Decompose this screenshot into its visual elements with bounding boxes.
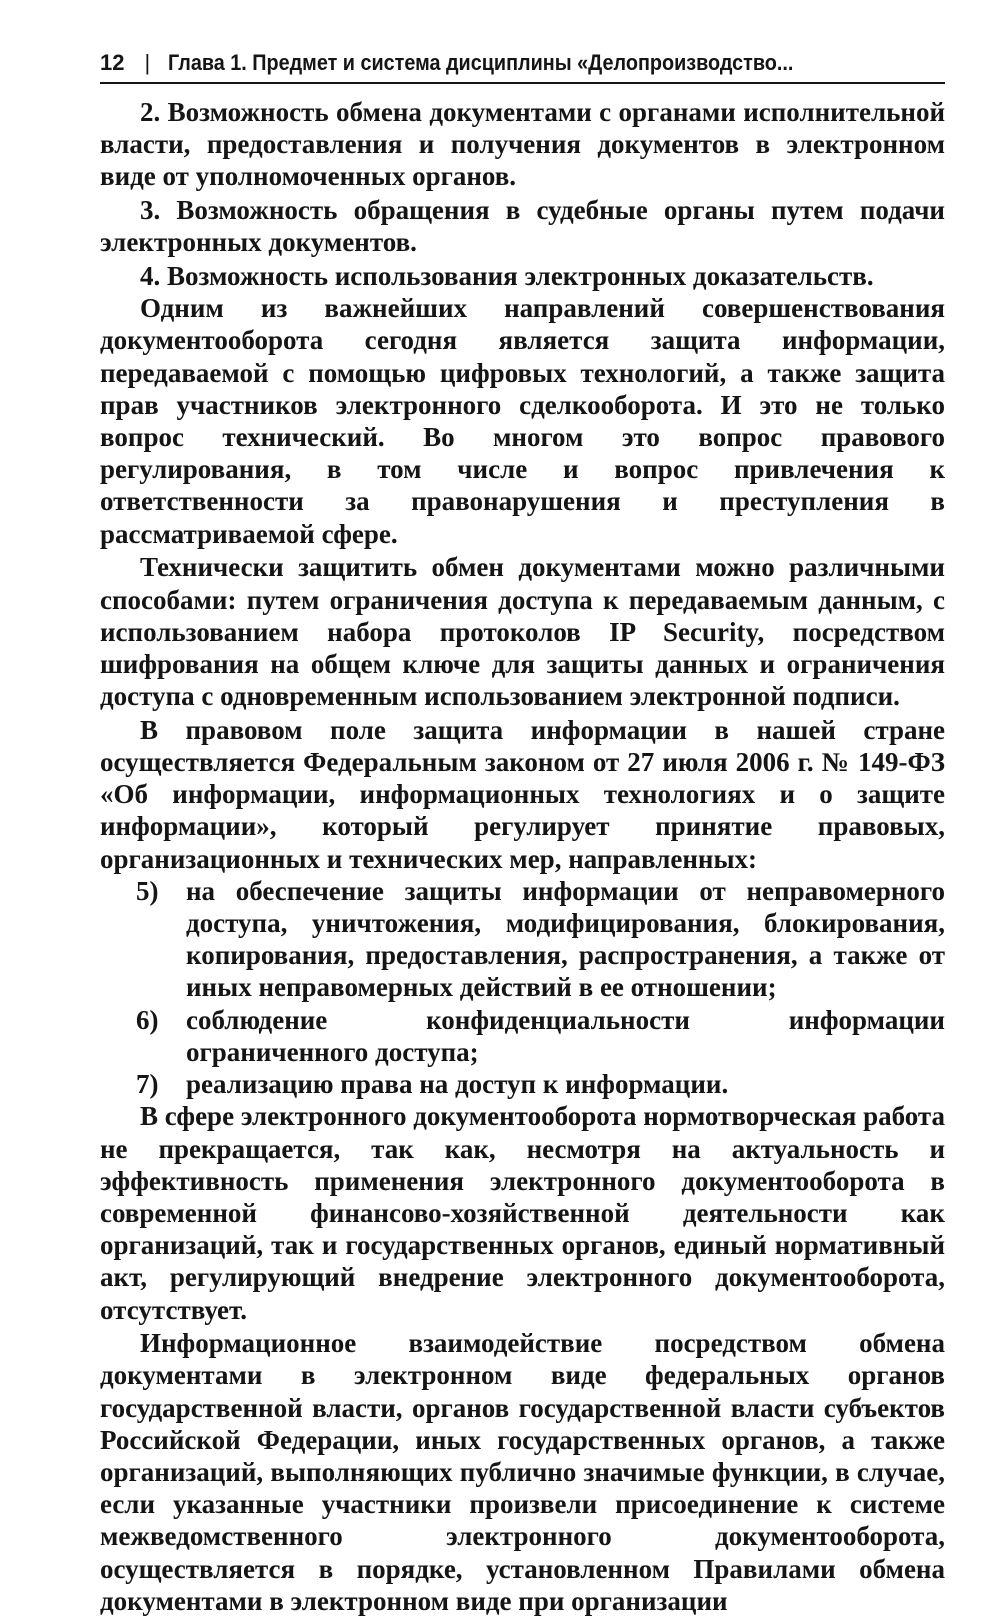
list-item [100, 1004, 945, 1068]
page-number: 12 [100, 50, 125, 75]
running-title: Глава 1. Предмет и система дисциплины «Делопроизводство... [168, 50, 794, 75]
paragraph-technical-methods: Технически защитить обмен документами можно различными способами: путем ограничения доступа к передаваемым данным, с использованием набора протоколов IP Security, посредством шифрования на общем ключе для защиты данных и ограничения доступа с одновременным использованием электронной подписи. [100, 552, 945, 712]
list-item-text: реализацию права на доступ к информации. [186, 1069, 729, 1100]
paragraph-item-2: 2. Возможность обмена документами с органами исполнительной власти, предоставления и получения документов в электронном виде от уполномоченных органов. [100, 97, 945, 192]
list-item-text: соблюдение конфиденциальности информации ограниченного доступа; [186, 1004, 945, 1067]
header-separator: | [144, 50, 151, 75]
paragraph-information-interaction: Информационное взаимодействие посредством обмена документами в электронном виде федеральных органов государственной власти, органов государственной власти субъектов Российской Федерации, иных государственных органов, а также организаций, выполняющих публично значимые функции, в случае, если указанные участники произвели присоединение к системе межведомственного электронного документооборота, осуществляется в порядке, установленном Правилами обмена документами в электронном виде при организации [100, 1328, 945, 1616]
list-item [100, 875, 945, 1004]
paragraph-normative-work: В сфере электронного документооборота нормотворческая работа не прекращается, так как, несмотря на актуальность и эффективность применения электронного документооборота в современной финансово-хозяйственной деятельности как организаций, так и государственных органов, единый нормативный акт, регулирующий внедрение электронного документооборота, отсутствует. [100, 1101, 945, 1325]
list-item-number: 5) [136, 875, 159, 906]
list-item-number: 7) [136, 1069, 159, 1100]
paragraph-item-4: 4. Возможность использования электронных доказательств. [140, 261, 874, 292]
paragraph-item-3: 3. Возможность обращения в судебные органы путем подачи электронных документов. [100, 195, 945, 258]
list-item [100, 1068, 945, 1100]
paragraph-federal-law: В правовом поле защита информации в нашей стране осуществляется Федеральным законом от 27 июля 2006 г. № 149-ФЗ «Об информации, информационных технологиях и о защите информации», который регулирует принятие правовых, организационных и технических мер, направленных: [100, 714, 945, 874]
list-item-number: 6) [136, 1004, 159, 1035]
body-text [100, 96, 945, 1617]
list-item-text: на обеспечение защиты информации от неправомерного доступа, уничтожения, модифицирования, блокирования, копирования, предоставления, распространения, а также от иных неправомерных действий в ее отношении; [186, 875, 945, 1003]
paragraph-importance-of-protection: Одним из важнейших направлений совершенствования документооборота сегодня является защита информации, передаваемой с помощью цифровых технологий, а также защита прав участников электронного сделкооборота. И это не только вопрос технический. Во многом это вопрос правового регулирования, в том числе и вопрос привлечения к ответственности за правонарушения и преступления в рассматриваемой сфере. [100, 293, 945, 549]
running-header [100, 48, 945, 84]
